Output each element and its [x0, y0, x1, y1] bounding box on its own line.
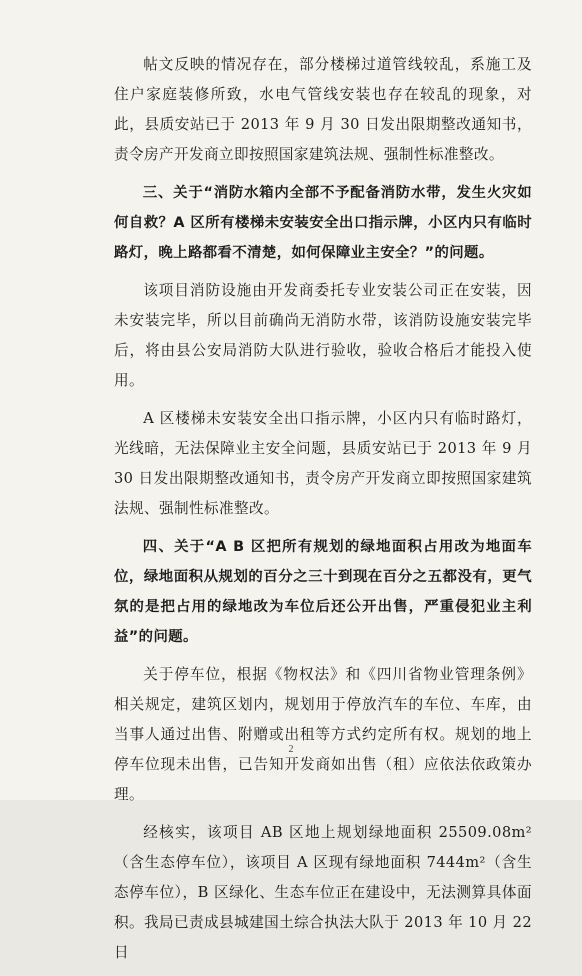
document-body: [114, 50, 532, 976]
paragraph-1: 帖文反映的情况存在，部分楼梯过道管线较乱，系施工及住户家庭装修所致，水电气管线安装也存在较乱的现象，对此，县质安站已于 2013 年 9 月 30 日发出限期整改通知书，责令房产开发商立即按照国家建筑法规、强制性标准整改。: [114, 56, 532, 163]
paragraph-6: 关于停车位，根据《物权法》和《四川省物业管理条例》相关规定，建筑区划内，规划用于停放汽车的车位、车库，由当事人通过出售、附赠或出租等方式约定所有权。规划的地上停车位现未出售，已告知开发商如出售（租）应依法依政策办理。: [114, 666, 532, 803]
page-number: 2: [288, 744, 294, 755]
paragraph-4: A 区楼梯未安装安全出口指示牌，小区内只有临时路灯，光线暗，无法保障业主安全问题，县质安站已于 2013 年 9 月 30 日发出限期整改通知书，责令房产开发商立即按照国家建筑法规、强制性标准整改。: [114, 410, 532, 517]
paragraph-7: 经核实，该项目 AB 区地上规划绿地面积 25509.08m²（含生态停车位），该项目 A 区现有绿地面积 7444m²（含生态停车位），B 区绿化、生态车位正在建设中，无法测算具体面积。我局已责成县城建国土综合执法大队于 2013 年 10 月 22 日: [114, 824, 532, 961]
section-heading-3: 三、关于“消防水箱内全部不予配备消防水带，发生火灾如何自救？A 区所有楼梯未安装安全出口指示牌，小区内只有临时路灯，晚上路都看不清楚，如何保障业主安全？”的问题。: [114, 185, 532, 261]
section-heading-4: 四、关于“A B 区把所有规划的绿地面积占用改为地面车位，绿地面积从规划的百分之三十到现在百分之五都没有，更气氛的是把占用的绿地改为车位后还公开出售，严重侵犯业主利益”的问题。: [114, 539, 532, 645]
paragraph-3: 该项目消防设施由开发商委托专业安装公司正在安装，因未安装完毕，所以目前确尚无消防水带，该消防设施安装完毕后，将由县公安局消防大队进行验收，验收合格后才能投入使用。: [114, 282, 532, 389]
